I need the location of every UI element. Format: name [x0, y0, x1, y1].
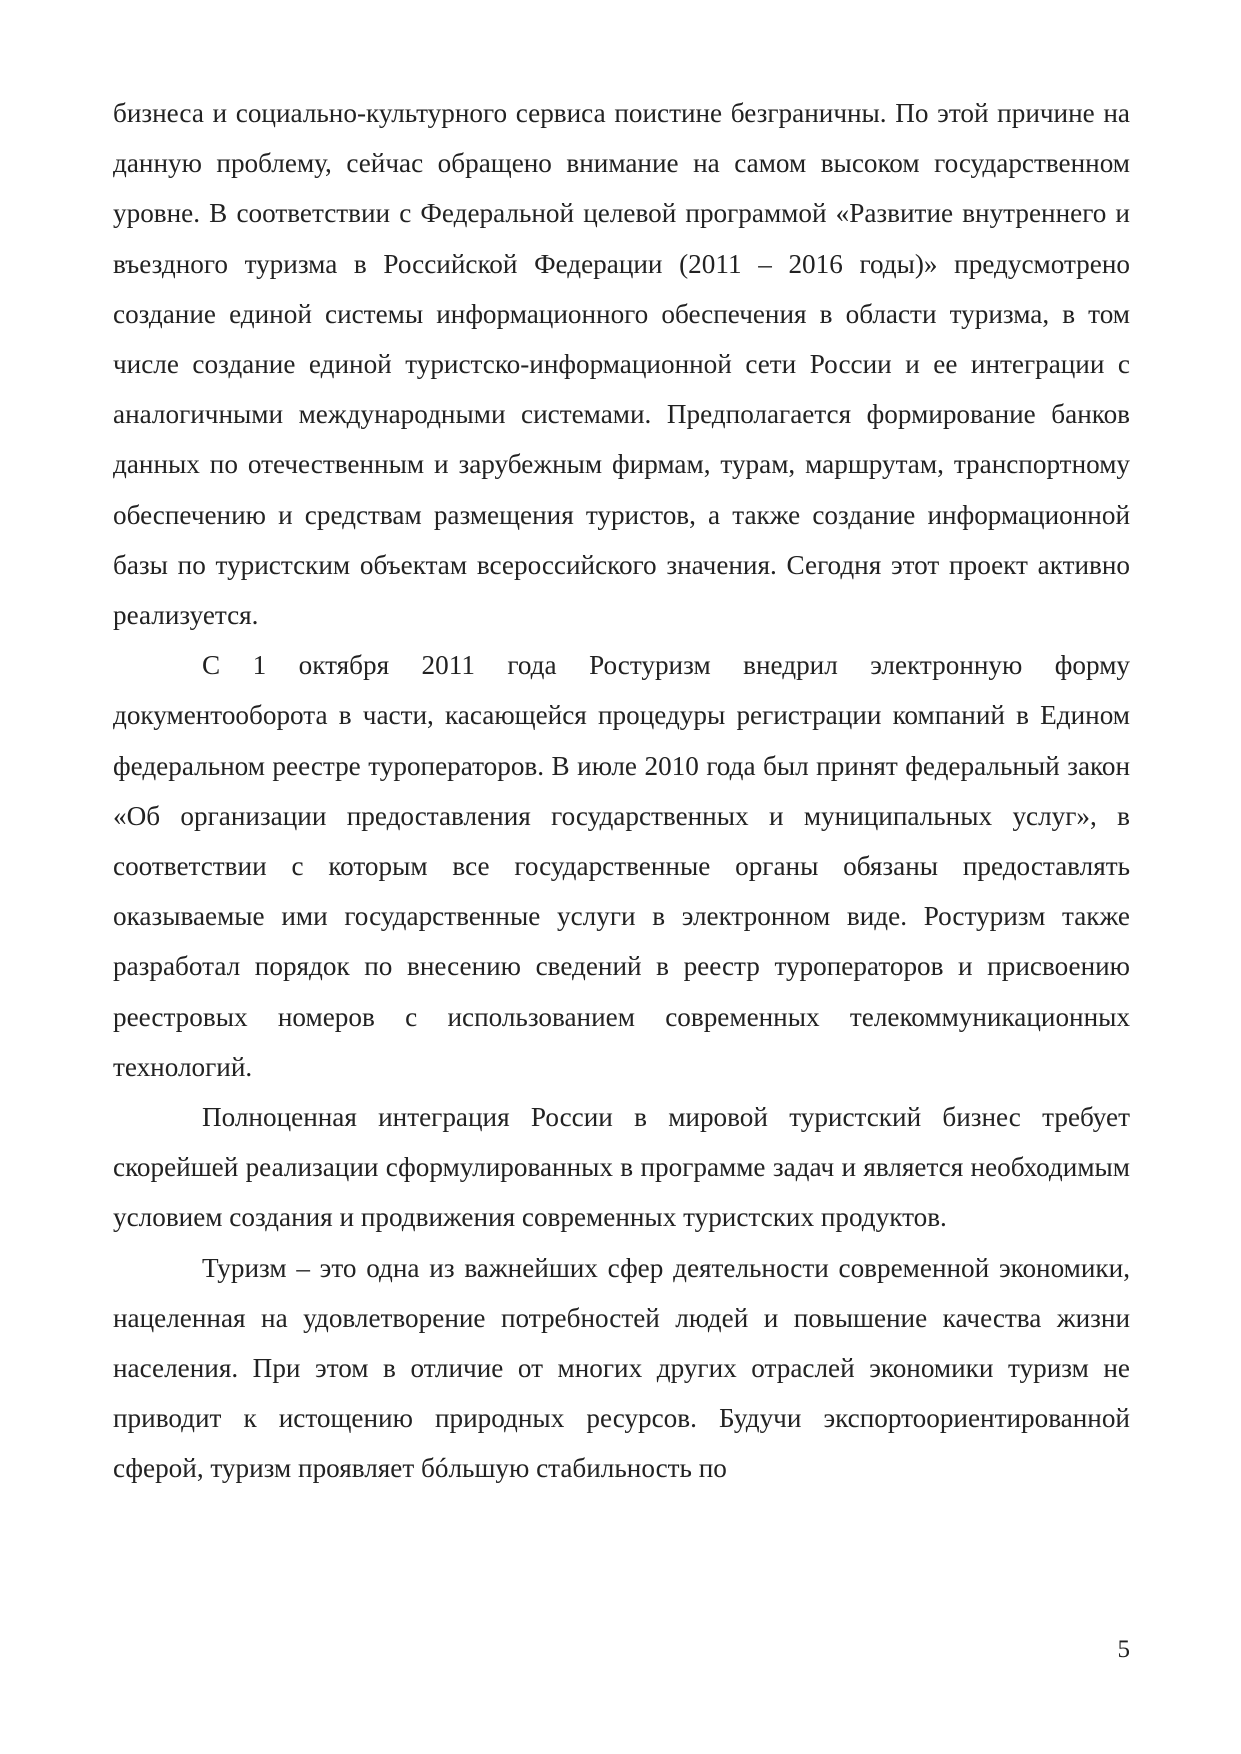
- paragraph-integration: Полноценная интеграция России в мировой туристский бизнес требует скорейшей реализации сформулированных в программе задач и является необходимым условием создания и продвижения современных туристских продуктов.: [113, 1102, 1130, 1233]
- paragraph-rosturizm-e-docs: С 1 октября 2011 года Ростуризм внедрил электронную форму документооборота в части, касающейся процедуры регистрации компаний в Едином федеральном реестре туроператоров. В июле 2010 года был принят федеральный закон «Об организации предоставления государственных и муниципальных услуг», в соответствии с которым все государственные органы обязаны предоставлять оказываемые ими государственные услуги в электронном виде. Ростуризм также разработал порядок по внесению сведений в реестр туроператоров и присвоению реестровых номеров с использованием современных телекоммуникационных технологий.: [113, 650, 1130, 1082]
- page-number: 5: [1117, 1636, 1130, 1663]
- body-text: [113, 88, 1130, 1494]
- paragraph-tourism-economy: Туризм – это одна из важнейших сфер деятельности современной экономики, нацеленная на удовлетворение потребностей людей и повышение качества жизни населения. При этом в отличие от многих других отраслей экономики туризм не приводит к истощению природных ресурсов. Будучи экспортоориентированной сферой, туризм проявляет бóльшую стабильность по: [113, 1252, 1130, 1484]
- paragraph-continuation: бизнеса и социально-культурного сервиса поистине безграничны. По этой причине на данную проблему, сейчас обращено внимание на самом высоком государственном уровне. В соответствии с Федеральной целевой программой «Развитие внутреннего и въездного туризма в Российской Федерации (2011 – 2016 годы)» предусмотрено создание единой системы информационного обеспечения в области туризма, в том числе создание единой туристско-информационной сети России и ее интеграции с аналогичными международными системами. Предполагается формирование банков данных по отечественным и зарубежным фирмам, турам, маршрутам, транспортному обеспечению и средствам размещения туристов, а также создание информационной базы по туристским объектам всероссийского значения. Сегодня этот проект активно реализуется.: [113, 98, 1130, 631]
